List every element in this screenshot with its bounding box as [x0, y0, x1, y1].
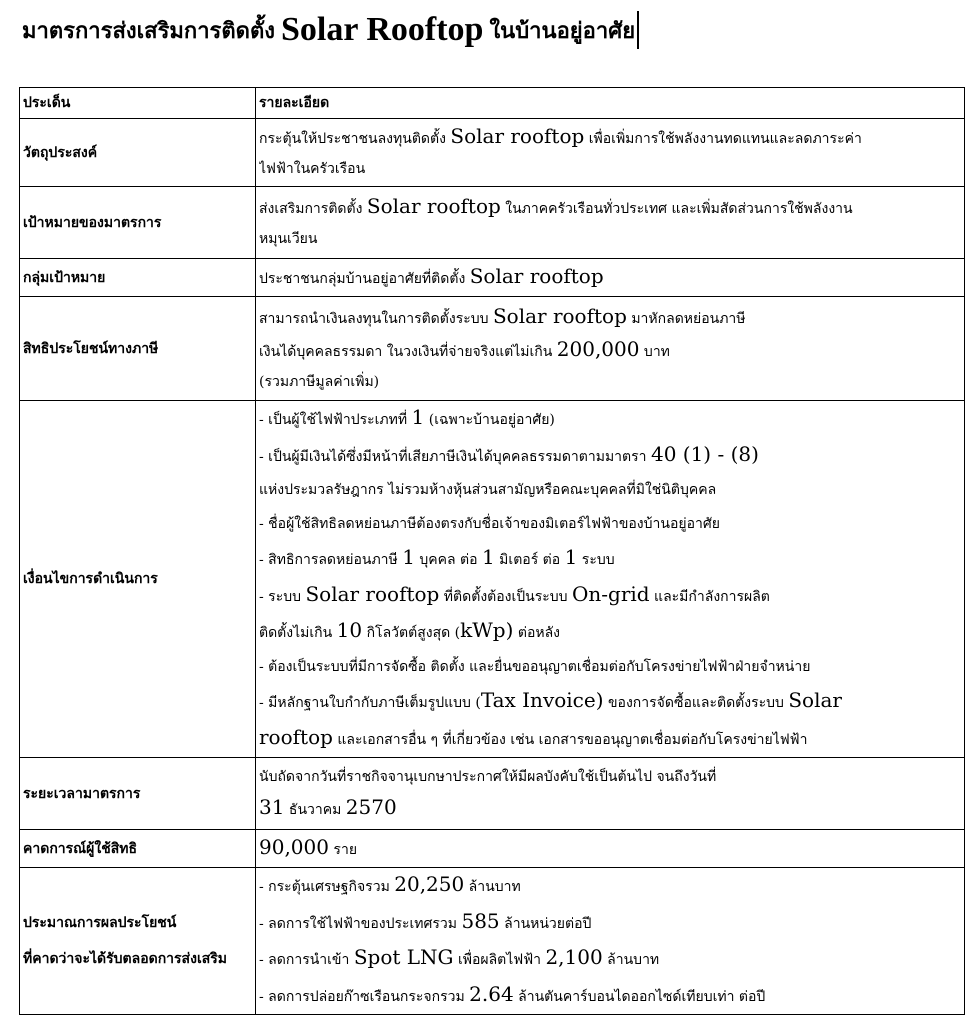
detail-line: - ลดการใช้ไฟฟ้าของประเทศรวม 585 ล้านหน่วยต่อปี — [259, 908, 592, 933]
table-row — [20, 259, 965, 297]
detail-line: - ลดการปล่อยก๊าซเรือนกระจกรวม 2.64 ล้านตันคาร์บอนไดออกไซด์เทียบเท่า ต่อปี — [259, 981, 766, 1006]
latin-run: kWp) — [460, 618, 514, 642]
row-detail-benefits — [256, 868, 965, 1015]
detail-line: - เป็นผู้มีเงินได้ซึ่งมีหน้าที่เสียภาษีเงินได้บุคคลธรรมดาตามมาตรา 40 (1) - (8) — [259, 441, 759, 466]
row-label-target-group: กลุ่มเป้าหมาย — [20, 259, 256, 297]
row-label-tax-benefit: สิทธิประโยชน์ทางภาษี — [20, 297, 256, 401]
latin-run: 40 (1) - (8) — [650, 441, 759, 466]
table-header-row — [20, 88, 965, 119]
latin-run: 10 — [336, 618, 363, 642]
latin-run: Solar rooftop — [366, 194, 501, 218]
table-row — [20, 187, 965, 259]
table-row — [20, 119, 965, 187]
label-line: ประมาณการผลประโยชน์ — [23, 915, 177, 931]
latin-run: 20,250 — [394, 872, 465, 896]
latin-run: 2,100 — [545, 945, 603, 969]
row-label-period: ระยะเวลามาตรการ — [20, 758, 256, 830]
detail-line: แห่งประมวลรัษฎากร ไม่รวมห้างหุ้นส่วนสามัญหรือคณะบุคคลที่มิใช่นิติบุคคล — [259, 482, 717, 498]
detail-line: ติดตั้งไม่เกิน 10 กิโลวัตต์สูงสุด (kWp) ต่อหลัง — [259, 618, 560, 642]
row-detail-period — [256, 758, 965, 830]
detail-line: - ต้องเป็นระบบที่มีการจัดซื้อ ติดตั้ง และยื่นขออนุญาตเชื่อมต่อกับโครงข่ายไฟฟ้าฝ่ายจำหน่าย — [259, 658, 811, 675]
row-label-conditions: เงื่อนไขการดำเนินการ — [20, 401, 256, 758]
latin-run: 1 — [482, 545, 495, 569]
header-topic: ประเด็น — [20, 88, 256, 119]
table-row — [20, 830, 965, 868]
row-detail-expected-users — [256, 830, 965, 868]
detail-line: 31 ธันวาคม 2570 — [259, 795, 397, 819]
detail-line: เงินได้บุคคลธรรมดา ในวงเงินที่จ่ายจริงแต่ไม่เกิน 200,000 บาท — [259, 336, 670, 361]
detail-line: นับถัดจากวันที่ราชกิจจานุเบกษาประกาศให้มีผลบังคับใช้เป็นต้นไป จนถึงวันที่ — [259, 769, 717, 785]
latin-run: Solar rooftop — [450, 124, 585, 148]
detail-line: - ชื่อผู้ใช้สิทธิลดหย่อนภาษีต้องตรงกับชื่อเจ้าของมิเตอร์ไฟฟ้าของบ้านอยู่อาศัย — [259, 515, 720, 532]
measure-table — [19, 87, 965, 1015]
row-detail-objective — [256, 119, 965, 187]
row-label-benefits — [20, 868, 256, 1015]
latin-run: 90,000 — [259, 835, 329, 859]
latin-run: On-grid — [572, 581, 650, 606]
table-row — [20, 868, 965, 1015]
text-cursor — [637, 11, 639, 49]
detail-line: (รวมภาษีมูลค่าเพิ่ม) — [259, 373, 380, 390]
row-label-objective: วัตถุประสงค์ — [20, 119, 256, 187]
title-suffix: ในบ้านอยู่อาศัย — [489, 18, 636, 44]
detail-line: ส่งเสริมการติดตั้ง Solar rooftop ในภาคครัวเรือนทั่วประเทศ และเพิ่มสัดส่วนการใช้พลังงาน — [259, 194, 853, 218]
table-row — [20, 401, 965, 758]
row-detail-tax-benefit — [256, 297, 965, 401]
row-label-expected-users: คาดการณ์ผู้ใช้สิทธิ — [20, 830, 256, 868]
row-detail-goal — [256, 187, 965, 259]
table-row — [20, 758, 965, 830]
detail-line: ไฟฟ้าในครัวเรือน — [259, 161, 366, 177]
row-label-goal: เป้าหมายของมาตรการ — [20, 187, 256, 259]
latin-run: 200,000 — [556, 336, 640, 361]
latin-run: Tax Invoice) — [480, 688, 604, 712]
latin-run: 31 — [259, 795, 285, 819]
header-detail: รายละเอียด — [256, 88, 965, 119]
latin-run: Spot LNG — [353, 945, 454, 969]
label-line: ที่คาดว่าจะได้รับตลอดการส่งเสริม — [23, 951, 228, 967]
latin-run: 1 — [402, 545, 415, 569]
detail-line: rooftop และเอกสารอื่น ๆ ที่เกี่ยวข้อง เช่น เอกสารขออนุญาตเชื่อมต่อกับโครงข่ายไฟฟ้า — [259, 724, 808, 749]
latin-run: Solar rooftop — [492, 303, 627, 328]
table-row — [20, 297, 965, 401]
detail-line: - ลดการนำเข้า Spot LNG เพื่อผลิตไฟฟ้า 2,100 ล้านบาท — [259, 945, 660, 969]
title-english: Solar Rooftop — [280, 11, 484, 48]
latin-run: Solar — [788, 688, 842, 712]
latin-run: 2570 — [345, 795, 397, 819]
title-prefix: มาตรการส่งเสริมการติดตั้ง — [22, 18, 275, 44]
detail-line: - กระตุ้นเศรษฐกิจรวม 20,250 ล้านบาท — [259, 872, 521, 896]
latin-run: rooftop — [259, 724, 333, 749]
latin-run: 585 — [461, 908, 500, 933]
detail-line: กระตุ้นให้ประชาชนลงทุนติดตั้ง Solar rooftop เพื่อเพิ่มการใช้พลังงานทดแทนและลดภาระค่า — [259, 124, 862, 148]
latin-run: Solar rooftop — [305, 581, 440, 606]
detail-line: ประชาชนกลุ่มบ้านอยู่อาศัยที่ติดตั้ง Solar rooftop — [259, 264, 604, 288]
latin-run: Solar rooftop — [469, 264, 604, 288]
detail-line: - ระบบ Solar rooftop ที่ติดตั้งต้องเป็นระบบ On-grid และมีกำลังการผลิต — [259, 581, 770, 606]
detail-line: 90,000 ราย — [259, 835, 358, 859]
detail-line: - เป็นผู้ใช้ไฟฟ้าประเภทที่ 1 (เฉพาะบ้านอยู่อาศัย) — [259, 405, 555, 429]
detail-line: สามารถนำเงินลงทุนในการติดตั้งระบบ Solar rooftop มาหักลดหย่อนภาษี — [259, 303, 746, 328]
row-detail-conditions — [256, 401, 965, 758]
latin-run: 2.64 — [469, 981, 514, 1006]
detail-line: - สิทธิการลดหย่อนภาษี 1 บุคคล ต่อ 1 มิเตอร์ ต่อ 1 ระบบ — [259, 545, 615, 569]
detail-line: หมุนเวียน — [259, 231, 318, 247]
document-title — [22, 8, 639, 52]
latin-run: 1 — [564, 545, 578, 569]
detail-line: - มีหลักฐานใบกำกับภาษีเต็มรูปแบบ (Tax Invoice) ของการจัดซื้อและติดตั้งระบบ Solar — [259, 688, 842, 712]
latin-run: 1 — [411, 405, 425, 429]
row-detail-target-group — [256, 259, 965, 297]
